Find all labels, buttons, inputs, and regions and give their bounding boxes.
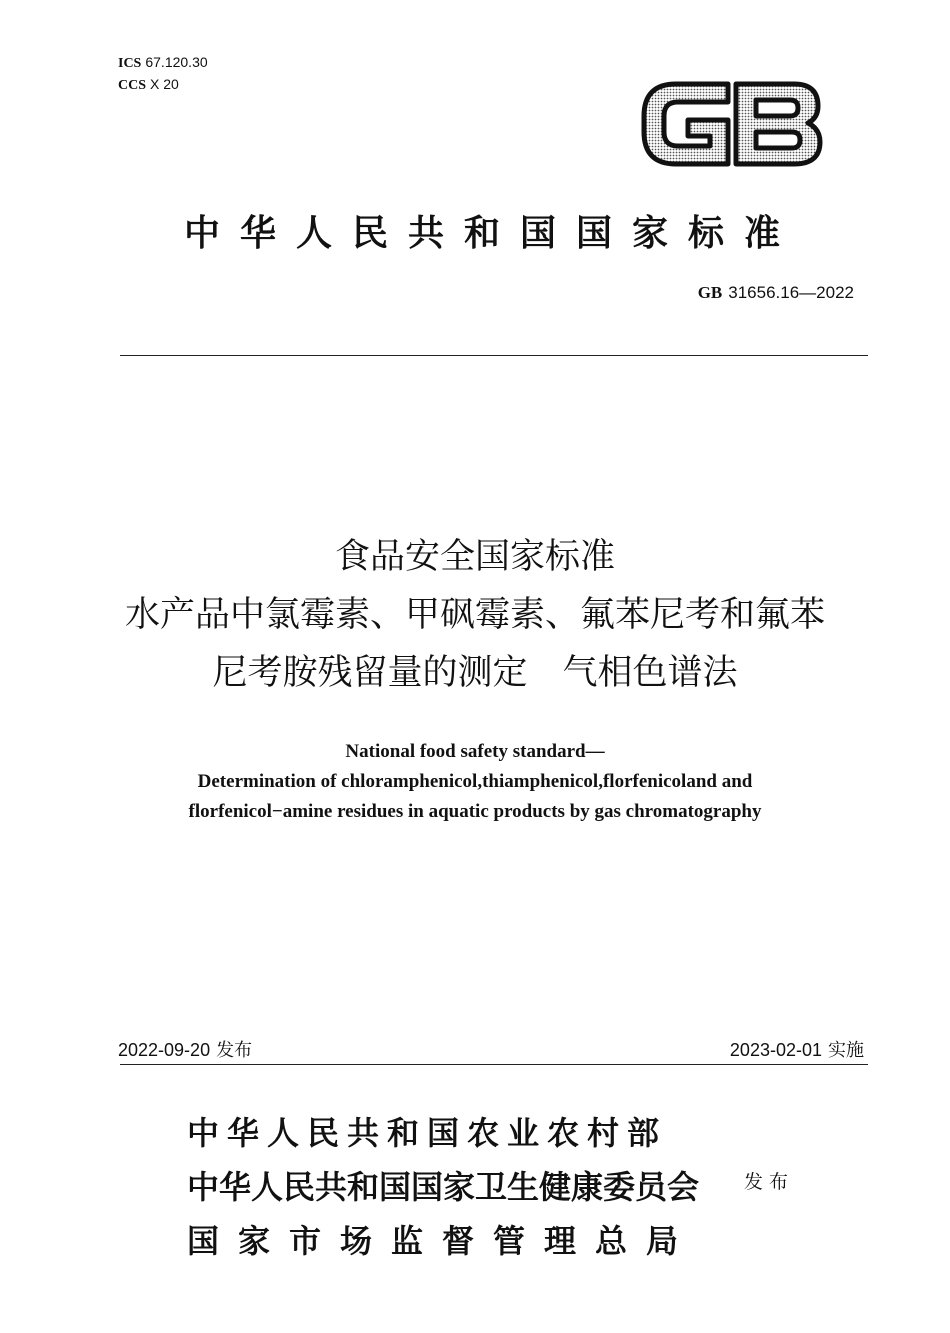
ccs-code: X 20 [150, 76, 179, 92]
standard-number [698, 283, 854, 303]
standard-code: 31656.16—2022 [728, 283, 854, 302]
classification-codes [118, 52, 208, 96]
ics-label: ICS [118, 56, 142, 71]
issuer-market-regulation: 国家市场监督管理总局 [187, 1222, 698, 1260]
ics-code: 67.120.30 [145, 54, 208, 70]
chinese-title-line-1: 食品安全国家标准 [334, 537, 615, 577]
bottom-divider [120, 1064, 868, 1065]
ics-line [118, 52, 208, 74]
chinese-title-line-2: 水产品中氯霉素、甲砜霉素、氟苯尼考和氟苯 [124, 595, 825, 635]
implementation-date [730, 1036, 864, 1062]
national-standard-heading: 中华人民共和国国家标准 [183, 213, 800, 254]
issued-by-word: 发布 [744, 1171, 795, 1193]
top-divider [120, 355, 868, 356]
english-title-line-3: florfenicol−amine residues in aquatic products by gas chromatography [188, 801, 762, 822]
implementation-date-value: 2023-02-01 [729, 1040, 822, 1060]
implementation-date-word: 实施 [828, 1040, 864, 1061]
issuing-authorities [187, 1106, 699, 1268]
gb-logo-icon [636, 76, 826, 172]
issuer-health-commission: 中华人民共和国国家卫生健康委员会 [187, 1168, 700, 1206]
ccs-label: CCS [118, 78, 147, 93]
issue-date-value: 2022-09-20 [118, 1040, 211, 1060]
issue-date-word: 发布 [216, 1040, 253, 1061]
standard-prefix: GB [697, 283, 723, 302]
ccs-line [118, 74, 208, 96]
issue-date [118, 1036, 252, 1062]
chinese-title-line-3: 尼考胺残留量的测定 气相色谱法 [212, 653, 738, 693]
english-title [0, 737, 950, 827]
chinese-title [0, 528, 950, 702]
issuer-ministry-agriculture: 中华人民共和国农业农村部 [187, 1114, 668, 1152]
english-title-line-2: Determination of chloramphenicol,thiamphenicol,florfenicoland and [197, 771, 753, 792]
english-title-line-1: National food safety standard— [345, 741, 605, 762]
